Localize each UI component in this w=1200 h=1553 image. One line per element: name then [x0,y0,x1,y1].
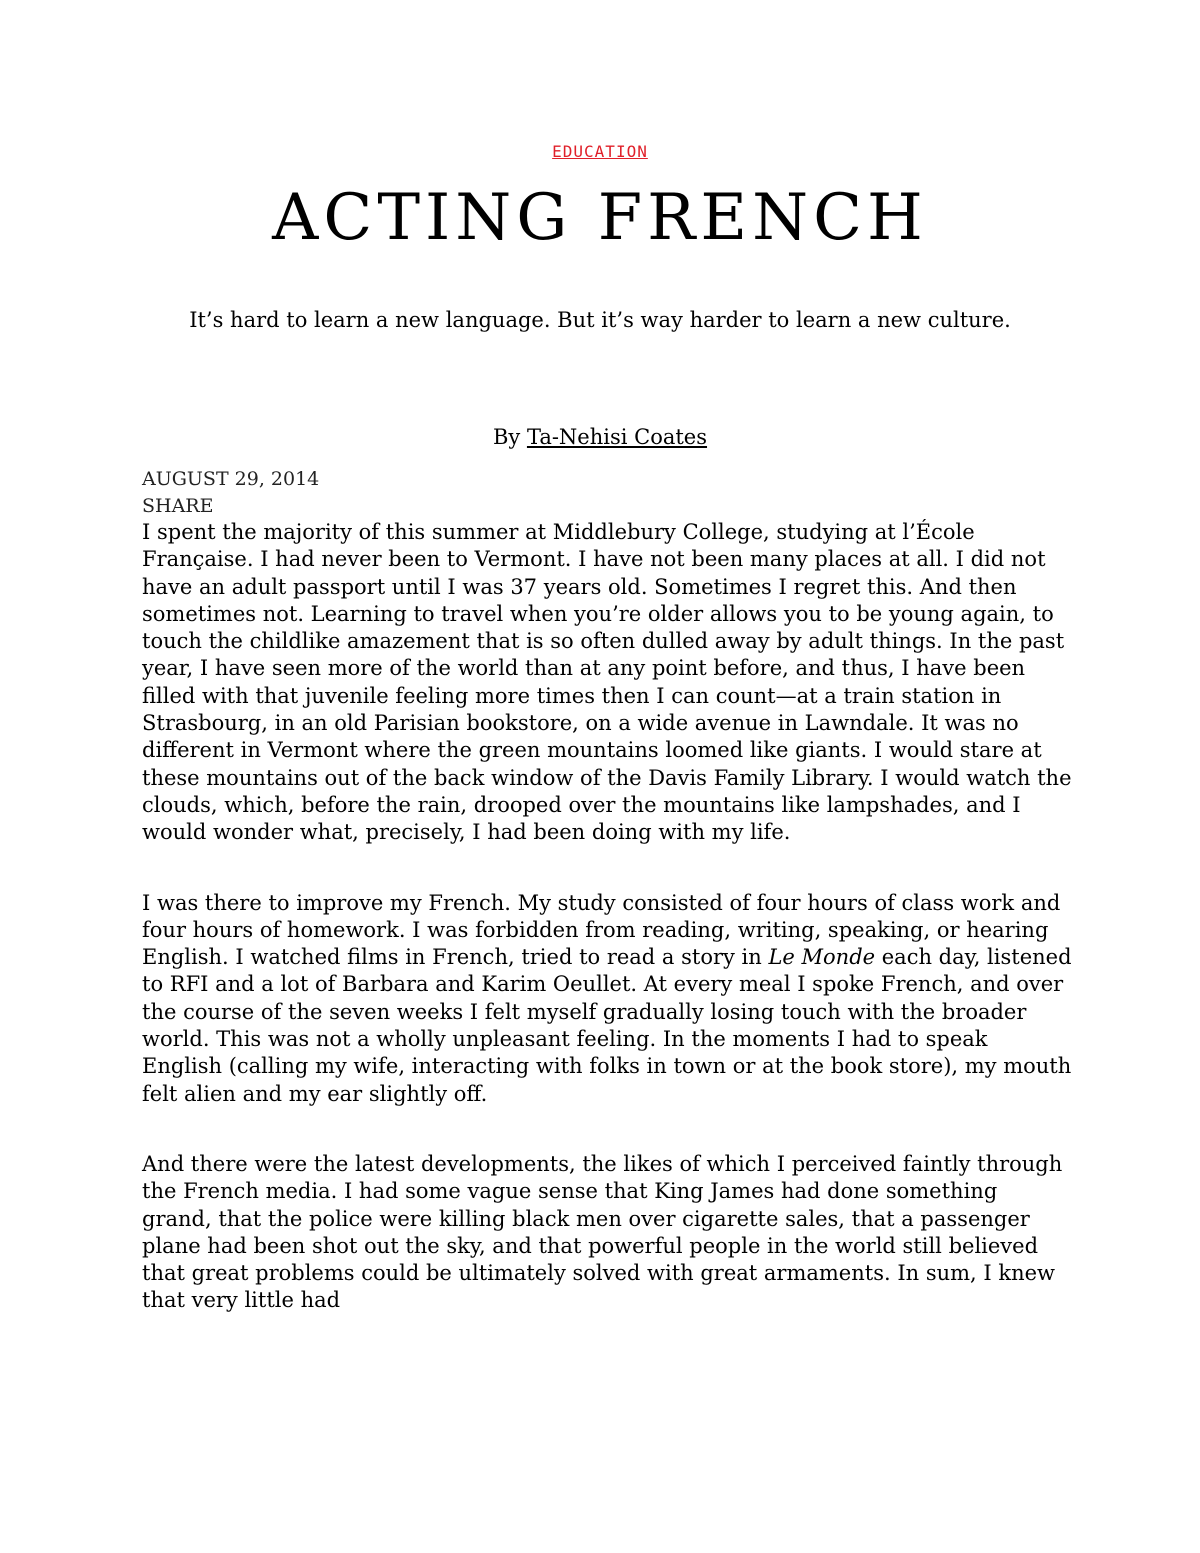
category-label [0,142,1200,161]
category-link[interactable]: EDUCATION [552,142,648,161]
paragraph-text: each day, listened to RFI and a lot of Barbara and Karim Oeullet. At every meal I spoke French, and over the course of the seven weeks I felt myself gradually losing touch with the broader world. This was not a wholly unpleasant feeling. In the moments I had to speak English (calling my wife, interacting with folks in town or at the book store), my mouth felt alien and my ear slightly off. [142,945,1072,1106]
author-link[interactable]: Ta-Nehisi Coates [526,425,708,449]
publish-date: AUGUST 29, 2014 [142,468,320,490]
article-title: ACTING FRENCH [272,181,928,255]
byline-prefix: By [492,425,527,449]
article-meta [142,466,319,520]
paragraph-text: I was there to improve my French. My study consisted of four hours of class work and four hours of homework. I was forbidden from reading, writing, speaking, or hearing English. I watched films in French, tried to read a story in [142,890,1061,970]
article-paragraph [142,890,1072,1108]
publication-name: Le Monde [768,945,876,970]
byline [0,422,1200,452]
article-body [142,519,1072,1358]
article-dek: It’s hard to learn a new language. But it’s way harder to learn a new culture. [189,308,1011,332]
article-paragraph: And there were the latest developments, the likes of which I perceived faintly through the French media. I had some vague sense that King James had done something grand, that the police were killing black men over cigarette sales, that a passenger plane had been shot out the sky, and that powerful people in the world still believed that great problems could be ultimately solved with great armaments. In sum, I knew that very little had [142,1151,1063,1313]
article-paragraph: I spent the majority of this summer at Middlebury College, studying at l’École Française. I had never been to Vermont. I have not been many places at all. I did not have an adult passport until I was 37 years old. Sometimes I regret this. And then sometimes not. Learning to travel when you’re older allows you to be young again, to touch the childlike amazement that is so often dulled away by adult things. In the past year, I have seen more of the world than at any point before, and thus, I have been filled with that juvenile feeling more times then I can count—at a train station in Strasbourg, in an old Parisian bookstore, on a wide avenue in Lawndale. It was no different in Vermont where the green mountains loomed like giants. I would stare at these mountains out of the back window of the Davis Family Library. I would watch the clouds, which, before the rain, drooped over the mountains like lampshades, and I would wonder what, precisely, I had been doing with my life. [142,520,1072,845]
share-button[interactable]: SHARE [142,495,214,517]
